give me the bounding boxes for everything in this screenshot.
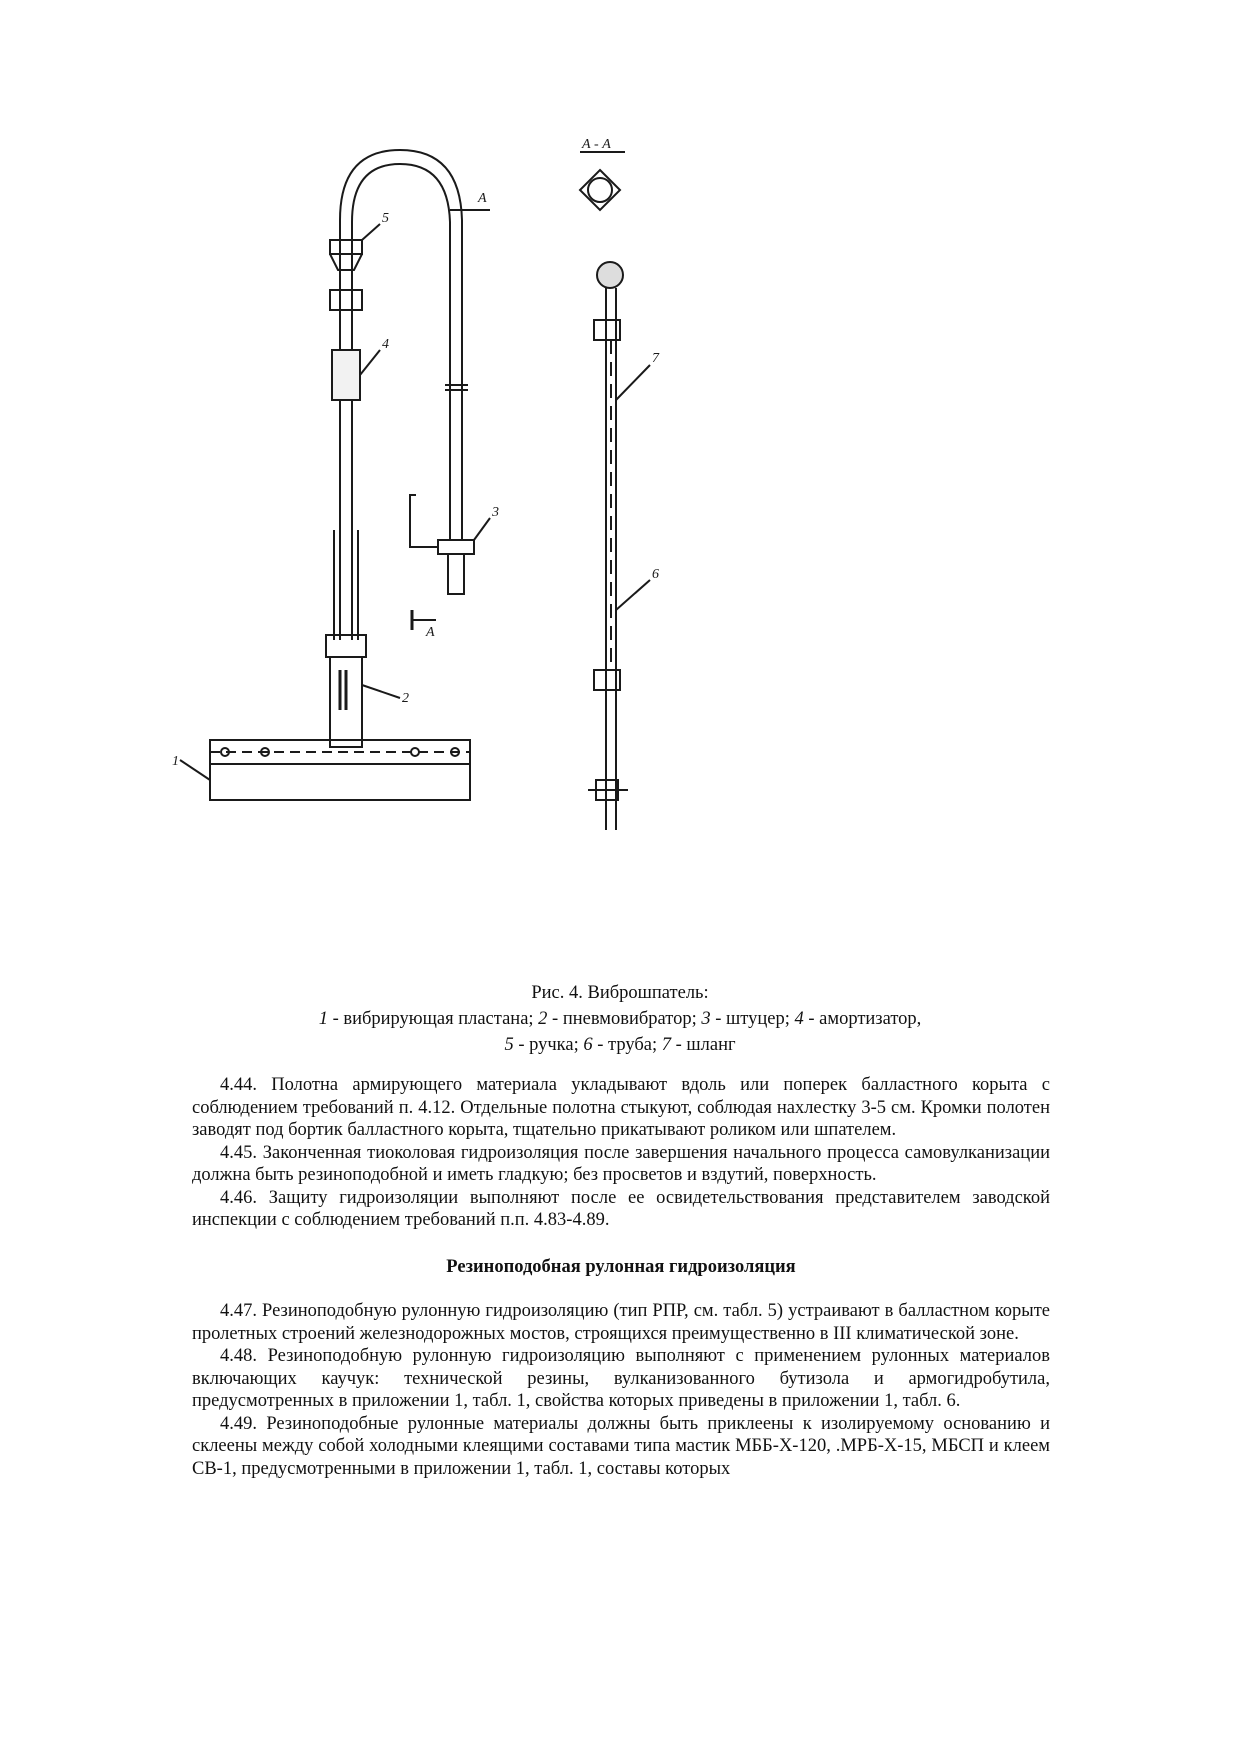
legend-num: 1 <box>318 1009 328 1029</box>
leader-3 <box>474 518 490 540</box>
label-4: 4 <box>382 337 389 352</box>
hose-outer <box>340 150 462 540</box>
legend-text: - труба; <box>592 1035 662 1055</box>
hose-inner <box>352 164 450 540</box>
legend-num: 4 <box>794 1009 804 1029</box>
leader-1 <box>180 760 210 780</box>
handle-clamp <box>330 290 362 310</box>
legend-text: - амортизатор, <box>803 1009 922 1029</box>
label-section-bottom: А <box>426 625 435 640</box>
legend-text: - пневмовибратор; <box>547 1009 702 1029</box>
label-section-top: А <box>478 191 487 206</box>
legend-text: - вибрирующая пластана; <box>327 1009 539 1029</box>
legend-num: 2 <box>538 1009 548 1029</box>
paragraph-4-47: 4.47. Резиноподобную рулонную гидроизоляцию (тип РПР, см. табл. 5) устраивают в балластном корыте пролетных строений железнодорожных мостов, строящихся преимущественно в III климатической зоне. <box>192 1301 1050 1344</box>
paragraph-4-48: 4.48. Резиноподобную рулонную гидроизоляцию выполняют с применением рулонных материалов включающих каучук: технической резины, вулканизованного бутизола и армогидробутила, предусмотренных в приложении 1, табл. 1, свойства которых приведены в приложении 1, табл. 6. <box>192 1346 1050 1411</box>
technical-drawing <box>172 137 1060 960</box>
paragraph-4-45: 4.45. Законченная тиоколовая гидроизоляция после завершения начального процесса самовулканизации должна быть резиноподобной и иметь гладкую; без просветов и вздутий, поверхность. <box>192 1142 1050 1185</box>
leader-5 <box>362 224 380 240</box>
section-tube <box>588 178 612 202</box>
leader-4 <box>360 350 380 375</box>
label-2: 2 <box>402 691 409 706</box>
plate-base <box>210 764 470 800</box>
label-3: 3 <box>492 505 499 520</box>
label-6: 6 <box>652 567 659 582</box>
legend-num: 6 <box>583 1035 593 1055</box>
figure-caption <box>180 980 1060 1058</box>
legend-text: - ручка; <box>513 1035 584 1055</box>
paragraph-4-44: 4.44. Полотна армирующего материала укладывают вдоль или поперек балластного корыта с соблюдением требований п. 4.12. Отдельные полотна стыкуют, соблюдая нахлестку 3-5 см. Кромки полотен заводят под бортик балластного корыта, тщательно прикатывают роликом или шпателем. <box>192 1075 1050 1140</box>
handle-cone <box>330 254 362 270</box>
legend-text: - шланг <box>670 1035 736 1055</box>
fitting-body <box>438 540 474 554</box>
lower-clamp <box>326 635 366 657</box>
leader-2 <box>362 685 400 698</box>
fitting-lever <box>410 495 438 547</box>
caption-title: Рис. 4. Виброшпатель: <box>531 983 709 1003</box>
legend-num: 5 <box>504 1035 514 1055</box>
handle-neck <box>340 270 352 290</box>
shock-absorber <box>332 350 360 400</box>
legend-num: 3 <box>701 1009 711 1029</box>
legend-text: - штуцер; <box>710 1009 795 1029</box>
knob <box>597 262 623 288</box>
leader-6 <box>616 580 650 610</box>
upper-tube <box>340 310 352 350</box>
leader-7 <box>616 365 650 400</box>
label-7: 7 <box>652 351 659 366</box>
label-5: 5 <box>382 211 389 226</box>
caption-legend-line-2 <box>180 1032 1060 1058</box>
body-text <box>192 1074 1050 1480</box>
fitting-nozzle <box>448 554 464 594</box>
label-section-title: А - А <box>582 137 611 152</box>
paragraph-4-49: 4.49. Резиноподобные рулонные материалы должны быть приклеены к изолируемому основанию и склеены между собой холодными клеящими составами типа мастик МББ-Х-120, .МРБ-Х-15, МБСП и клеем СВ-1, предусмотренными в приложении 1, табл. 1, составы которых <box>192 1413 1050 1479</box>
section-heading: Резиноподобная рулонная гидроизоляция <box>446 1256 796 1277</box>
bolt <box>411 748 419 756</box>
caption-legend-line-1 <box>180 1006 1060 1032</box>
vibro-spatula-drawing <box>172 137 1060 960</box>
legend-num: 7 <box>661 1035 671 1055</box>
paragraph-4-46: 4.46. Защиту гидроизоляции выполняют после ее освидетельствования представителем заводской инспекции с соблюдением требований п.п. 4.83-4.89. <box>192 1187 1050 1230</box>
section-profile <box>580 170 620 210</box>
label-1: 1 <box>172 754 179 769</box>
handle-ring <box>330 240 362 254</box>
